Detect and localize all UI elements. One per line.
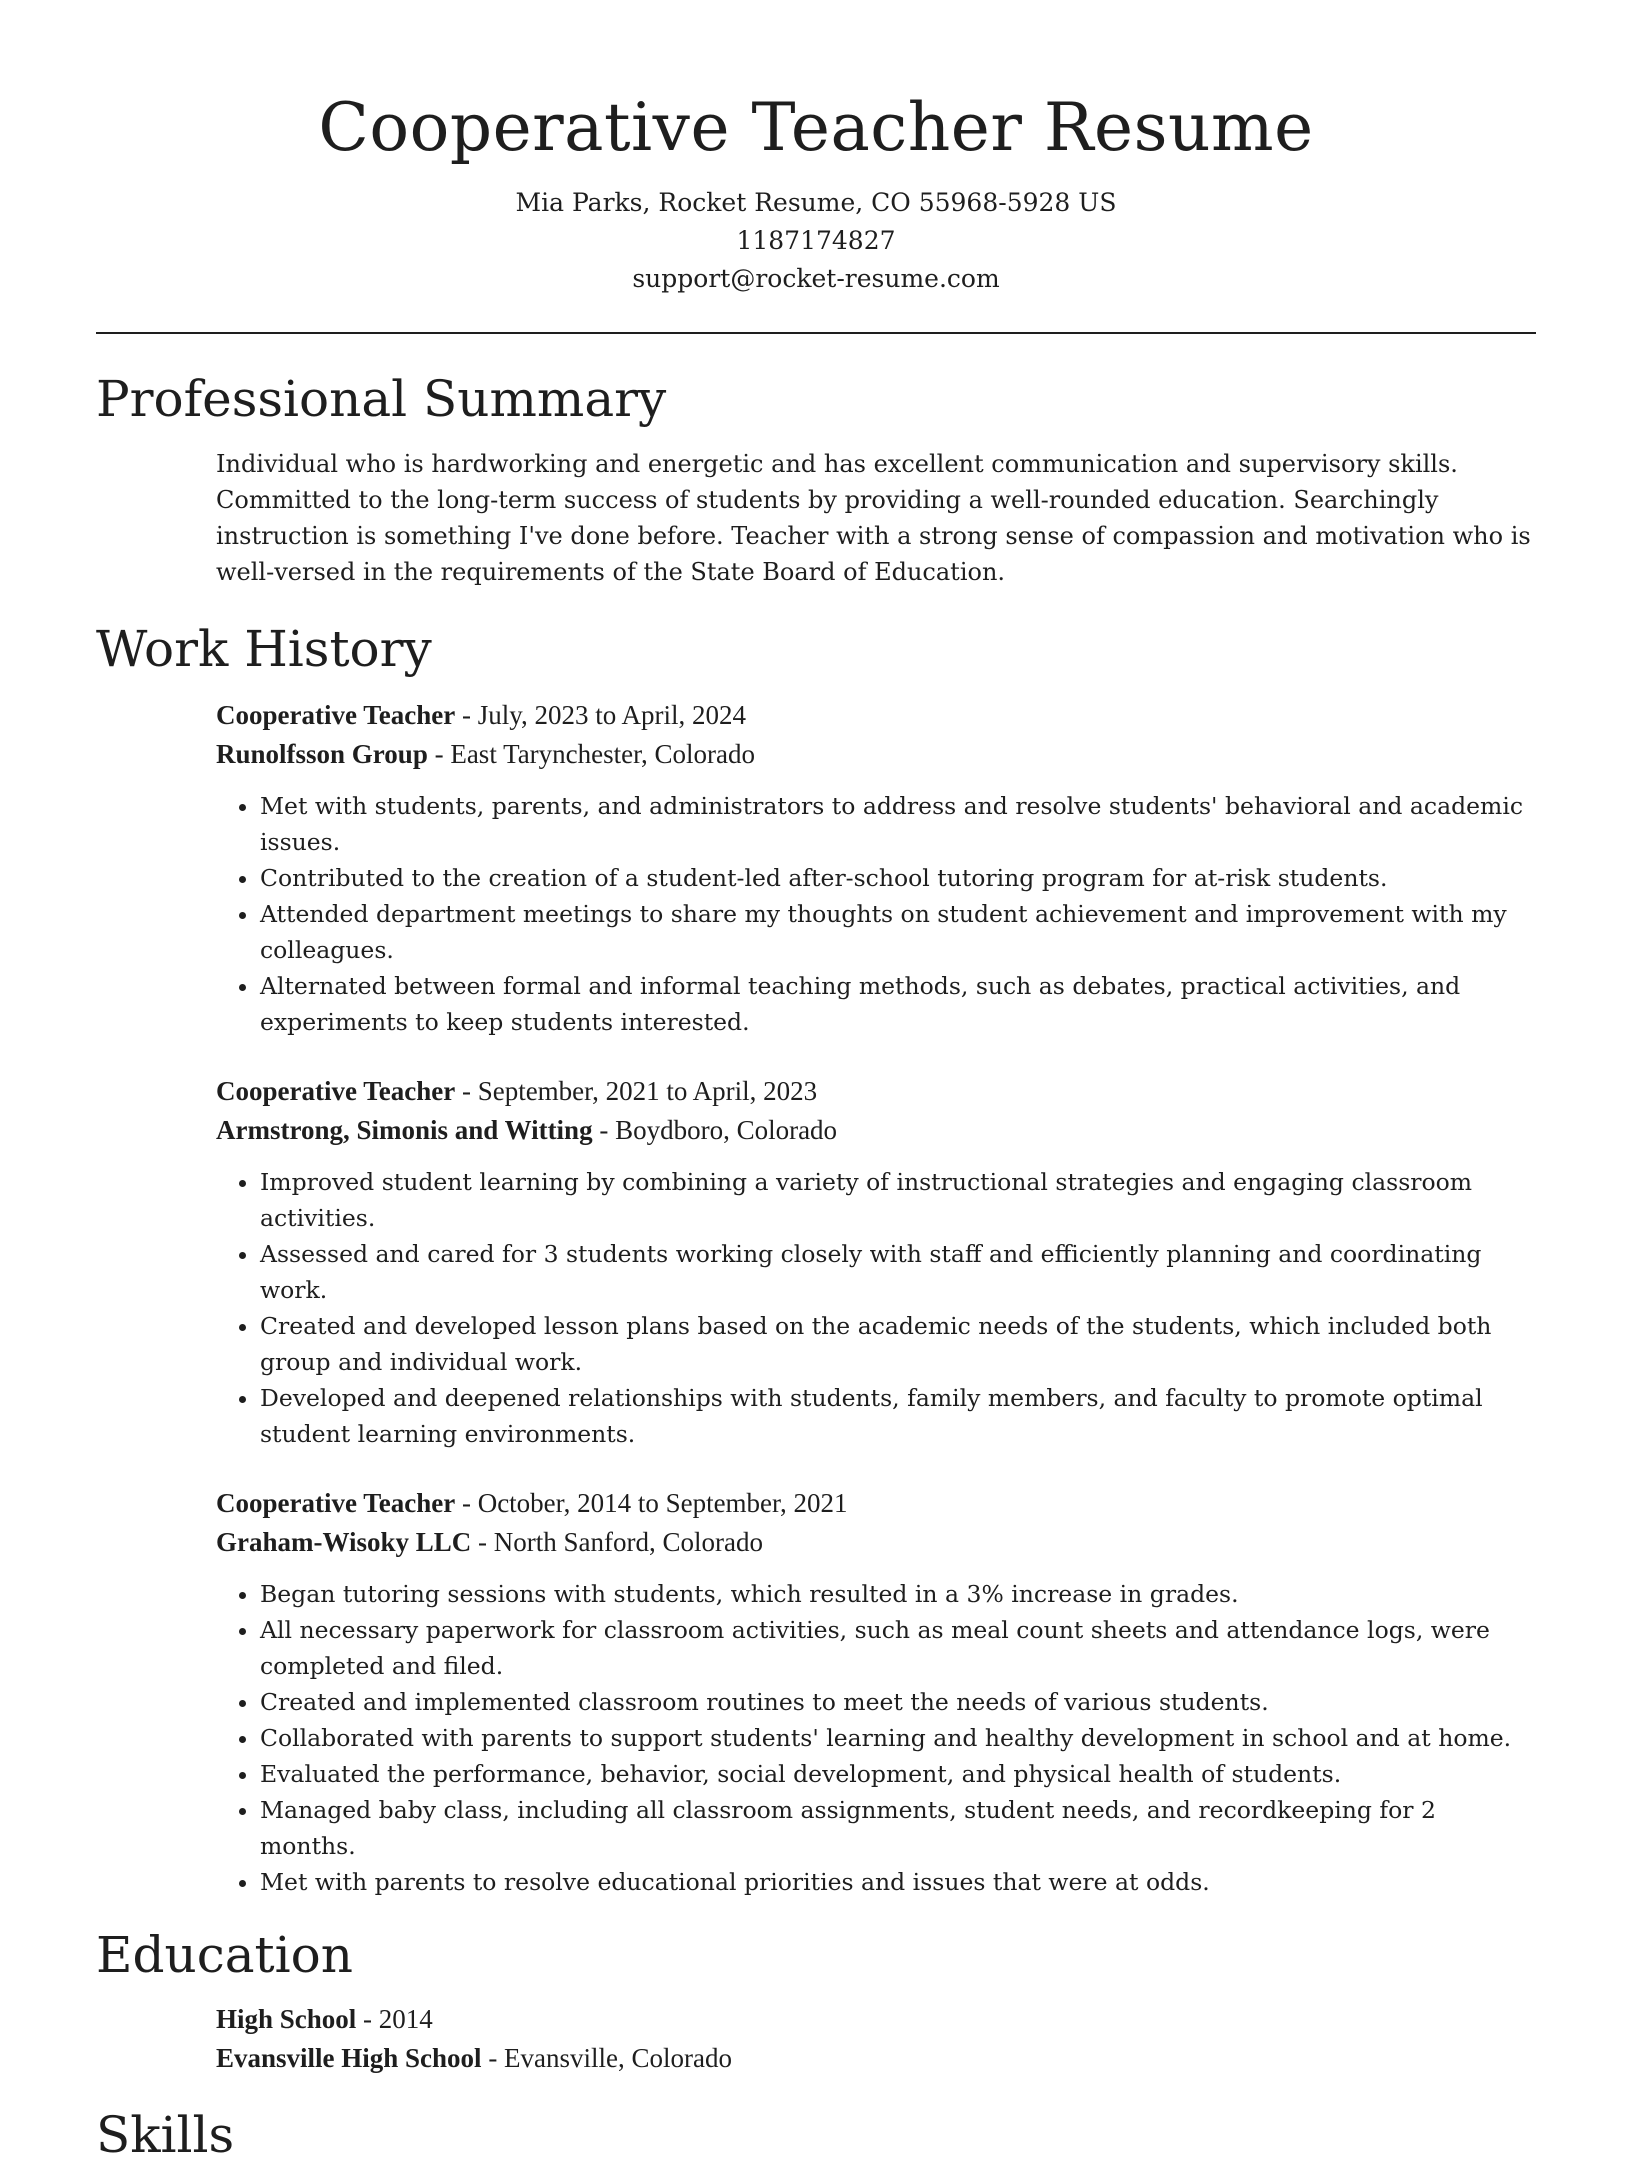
job-company-line — [216, 735, 1536, 774]
job-company-line — [216, 1111, 1536, 1150]
job-location: - North Sanford, Colorado — [471, 1527, 763, 1557]
work-history-section — [96, 614, 1536, 1900]
work-history-heading: Work History — [96, 620, 432, 678]
job-title: Cooperative Teacher — [216, 1488, 456, 1518]
summary-heading: Professional Summary — [96, 370, 667, 428]
job-company: Armstrong, Simonis and Witting — [216, 1115, 593, 1145]
list-item: • Developed and deepened relationships with students, family members, and faculty to promote optimal student learning environments. — [260, 1380, 1536, 1452]
job-entry — [216, 696, 1536, 1040]
list-item: • Attended department meetings to share my thoughts on student achievement and improvement with my colleagues. — [260, 896, 1536, 968]
skills-section — [96, 2100, 1536, 2170]
job-company: Graham-Wisoky LLC — [216, 1527, 472, 1557]
job-title: Cooperative Teacher — [216, 1076, 456, 1106]
resume-title: Cooperative Teacher Resume — [318, 89, 1314, 166]
job-company: Runolfsson Group — [216, 739, 428, 769]
list-item: • Assessed and cared for 3 students working closely with staff and efficiently planning and coordinating work. — [260, 1236, 1536, 1308]
education-school-line — [216, 2039, 1536, 2078]
contact-info — [96, 184, 1536, 298]
list-item: • Began tutoring sessions with students, which resulted in a 3% increase in grades. — [260, 1576, 1536, 1612]
job-location: - Boydboro, Colorado — [592, 1115, 838, 1145]
education-school: Evansville High School — [216, 2043, 482, 2073]
list-item: • Managed baby class, including all classroom assignments, student needs, and recordkeeping for 2 months. — [260, 1792, 1536, 1864]
education-degree-line — [216, 2000, 1536, 2039]
header-divider — [96, 332, 1536, 334]
job-bullets — [216, 1164, 1536, 1452]
education-section — [96, 1920, 1536, 2078]
summary-section — [96, 364, 1536, 590]
resume-header — [96, 0, 1536, 298]
list-item: • Improved student learning by combining a variety of instructional strategies and engaging classroom activities. — [260, 1164, 1536, 1236]
education-degree: High School — [216, 2004, 357, 2034]
contact-phone: 1187174827 — [736, 226, 896, 255]
list-item: • Alternated between formal and informal teaching methods, such as debates, practical activities, and experiments to keep students interested. — [260, 968, 1536, 1040]
job-location: - East Tarynchester, Colorado — [427, 739, 756, 769]
list-item: • Collaborated with parents to support students' learning and healthy development in school and at home. — [260, 1720, 1536, 1756]
contact-address: Mia Parks, Rocket Resume, CO 55968-5928 US — [515, 188, 1117, 217]
job-title-line — [216, 1484, 1536, 1523]
education-year: - 2014 — [356, 2004, 433, 2034]
list-item: • Created and implemented classroom routines to meet the needs of various students. — [260, 1684, 1536, 1720]
job-entry — [216, 1484, 1536, 1900]
list-item: • Met with parents to resolve educational priorities and issues that were at odds. — [260, 1864, 1536, 1900]
education-heading: Education — [96, 1926, 353, 1984]
education-location: - Evansville, Colorado — [481, 2043, 733, 2073]
list-item: • Met with students, parents, and administrators to address and resolve students' behavioral and academic issues. — [260, 788, 1536, 860]
resume-page — [96, 0, 1536, 2170]
list-item: • All necessary paperwork for classroom activities, such as meal count sheets and attendance logs, were completed and filed. — [260, 1612, 1536, 1684]
skills-heading: Skills — [96, 2106, 235, 2164]
list-item: • Evaluated the performance, behavior, social development, and physical health of students. — [260, 1756, 1536, 1792]
job-entry — [216, 1072, 1536, 1452]
list-item: • Contributed to the creation of a student-led after-school tutoring program for at-risk students. — [260, 860, 1536, 896]
job-title-line — [216, 1072, 1536, 1111]
summary-text: Individual who is hardworking and energetic and has excellent communication and supervisory skills. Committed to the long-term success of students by providing a well-rounded education. Searchingly instruction is something I've done before. Teacher with a strong sense of compassion and motivation who is well-versed in the requirements of the State Board of Education. — [216, 450, 1531, 586]
contact-email: support@rocket-resume.com — [632, 264, 1000, 293]
list-item: • Created and developed lesson plans based on the academic needs of the students, which included both group and individual work. — [260, 1308, 1536, 1380]
job-bullets — [216, 788, 1536, 1040]
job-title-line — [216, 696, 1536, 735]
job-company-line — [216, 1523, 1536, 1562]
job-dates: - October, 2014 to September, 2021 — [455, 1488, 848, 1518]
job-bullets — [216, 1576, 1536, 1900]
job-dates: - July, 2023 to April, 2024 — [455, 700, 746, 730]
job-title: Cooperative Teacher — [216, 700, 456, 730]
job-dates: - September, 2021 to April, 2023 — [455, 1076, 818, 1106]
